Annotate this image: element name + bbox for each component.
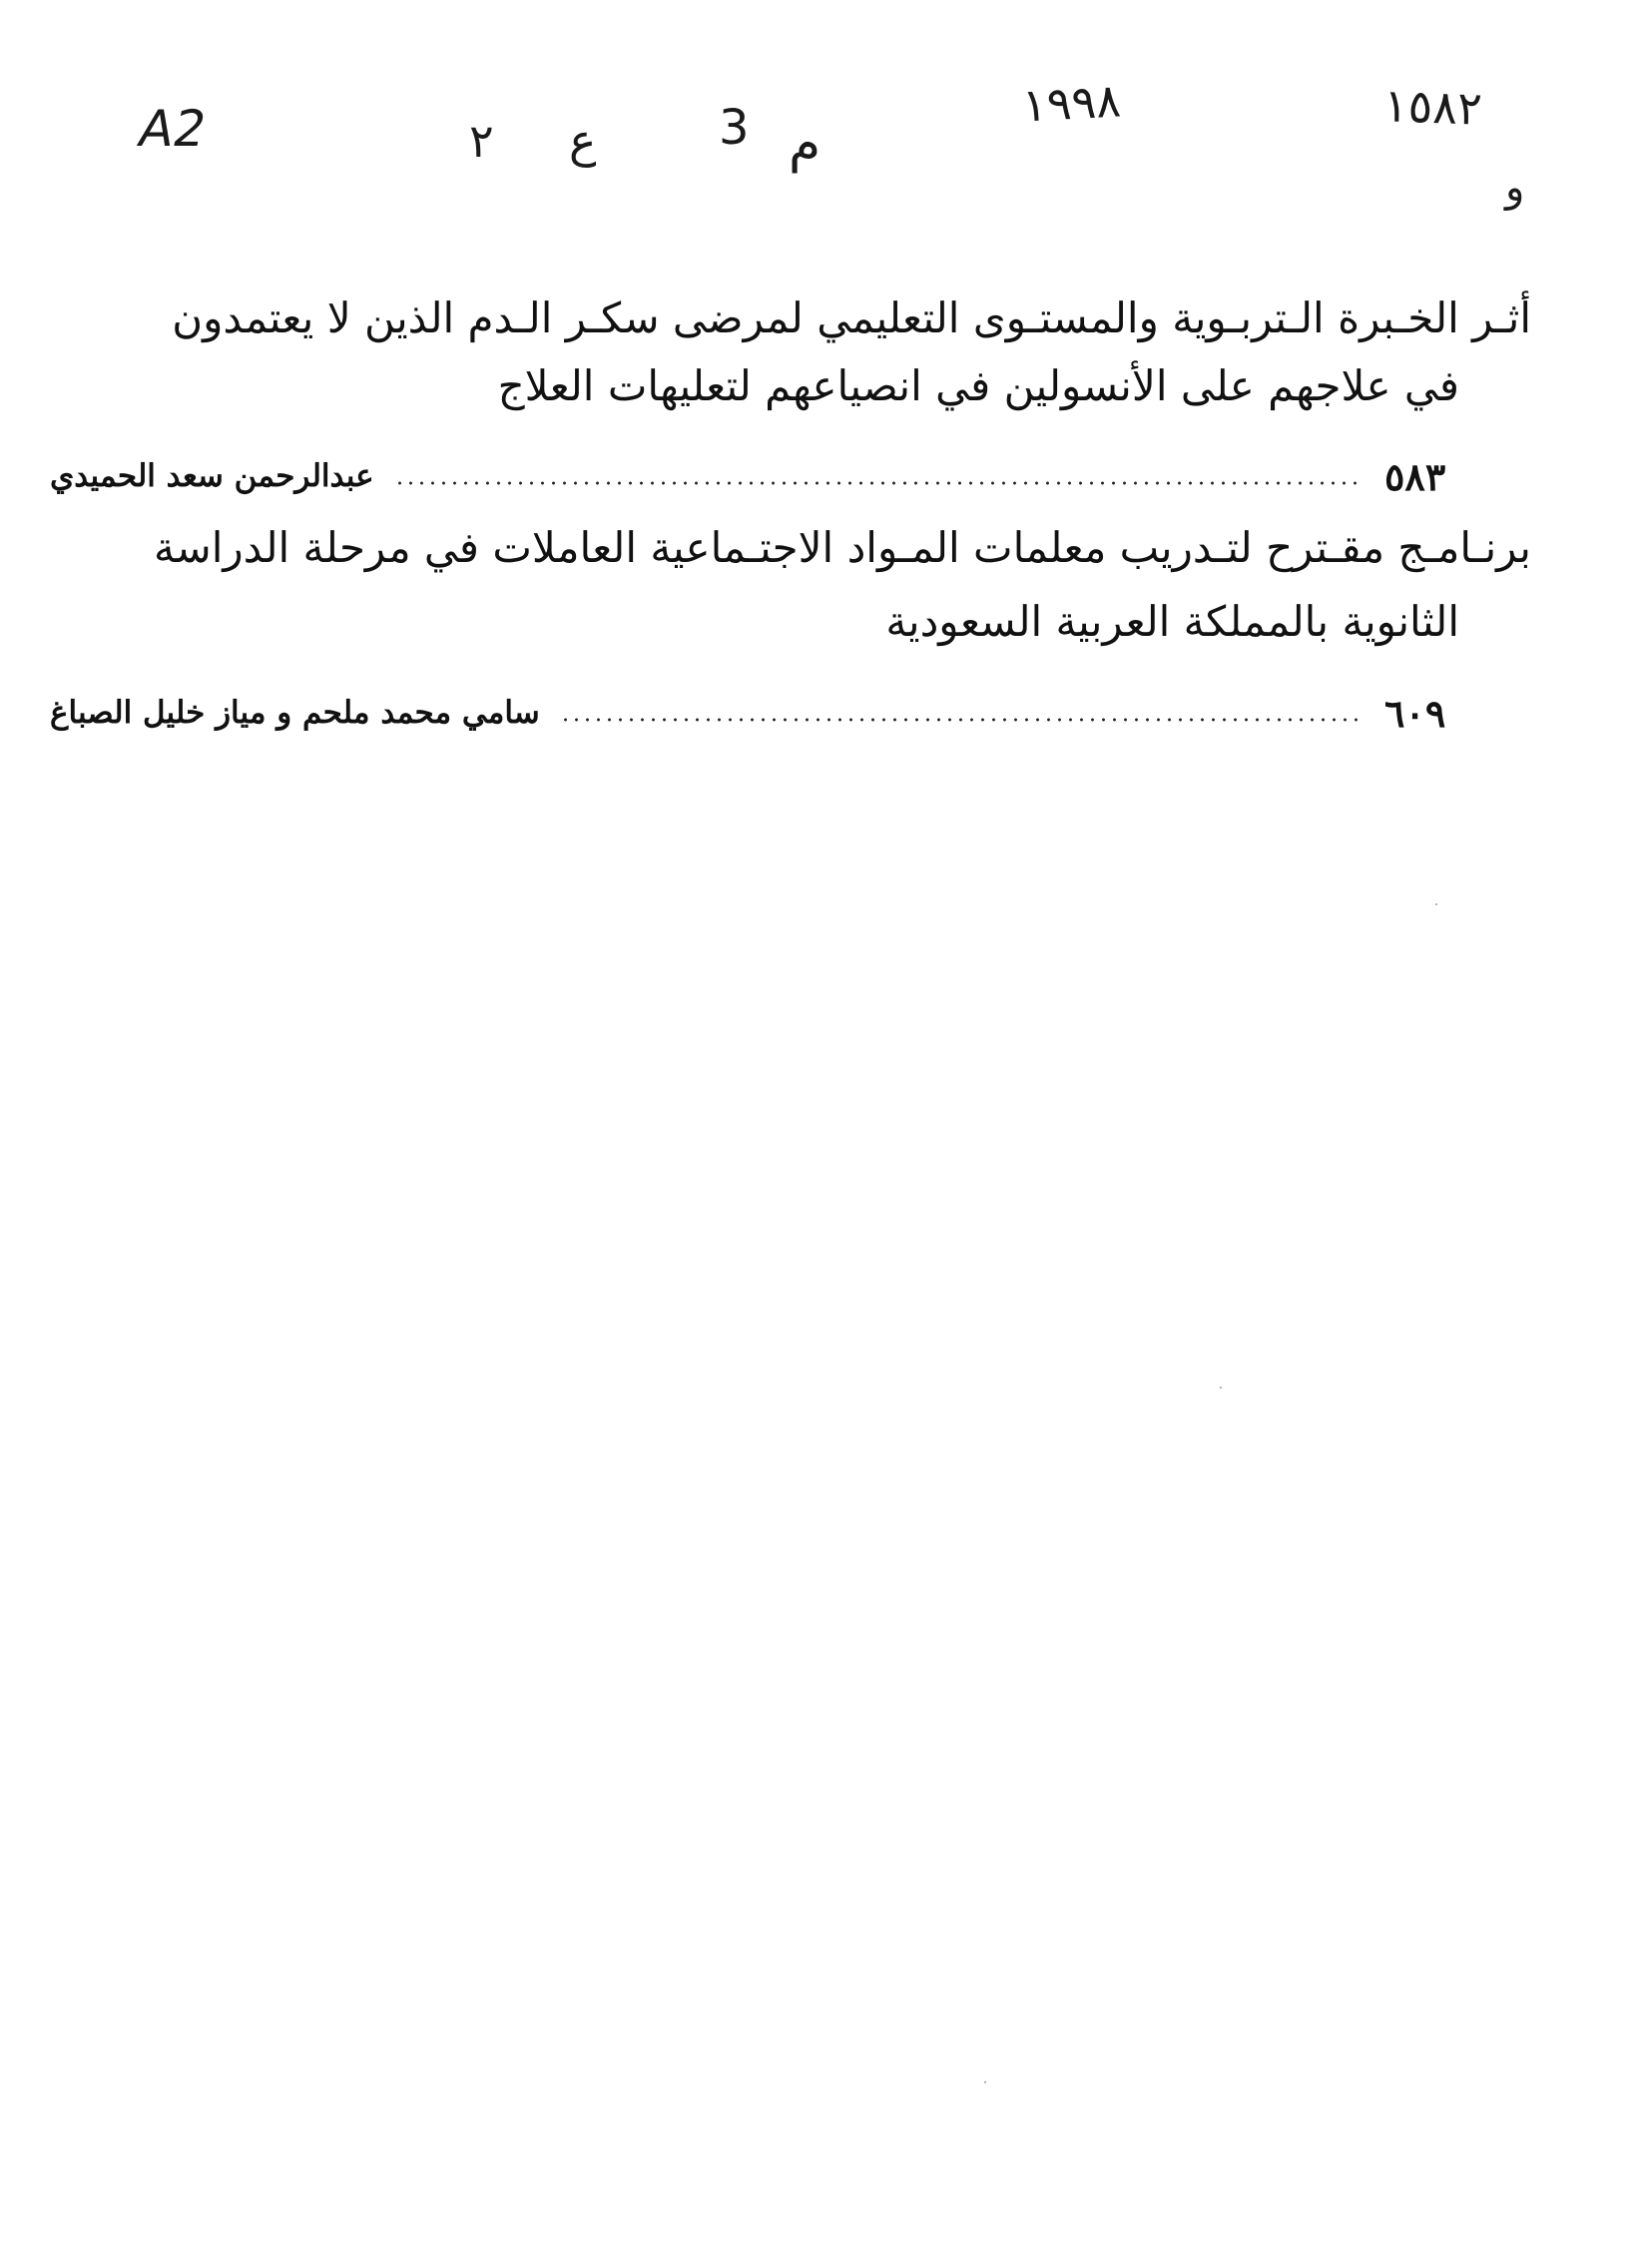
dot-leader bbox=[394, 481, 1365, 485]
scan-speck bbox=[984, 2081, 986, 2083]
entry-1-page-number: ٥٨٣ bbox=[1384, 453, 1446, 499]
entry-1-author: عبدالرحمن سعد الحميدي bbox=[50, 458, 374, 494]
handwritten-glyph-1: ٢ bbox=[469, 114, 494, 168]
entry-2-title-line-2: الثانوية بالمملكة العربية السعودية bbox=[885, 597, 1459, 646]
handwritten-year: ١٩٩٨ bbox=[1020, 73, 1123, 133]
handwritten-glyph-4: م bbox=[789, 114, 821, 174]
handwritten-number: ١٥٨٢ bbox=[1382, 78, 1483, 136]
entry-2-page-number: ٦٠٩ bbox=[1384, 690, 1446, 736]
handwritten-code: A2 bbox=[133, 100, 213, 158]
entry-1-title-line-1: أثـر الخـبرة الـتربـوية والمستـوى التعليمي لمرضى سكـر الـدم الذين لا يعتمدون bbox=[172, 293, 1531, 342]
handwritten-glyph-3: 3 bbox=[719, 100, 750, 156]
scan-speck bbox=[1220, 1387, 1222, 1389]
entry-1-title-line-2: في علاجهم على الأنسولين في انصياعهم لتعليهات العلاج bbox=[497, 361, 1459, 410]
handwritten-glyph-2: ع bbox=[569, 114, 597, 168]
scan-speck bbox=[1435, 903, 1437, 905]
entry-2-author-row bbox=[50, 691, 1464, 735]
entry-1-author-row bbox=[50, 454, 1464, 498]
dot-leader bbox=[560, 718, 1365, 722]
handwritten-waw: و bbox=[1505, 165, 1525, 211]
entry-2-title-line-1: برنـامـج مقـترح لتـدريب معلمات المـواد الاجتـماعية العاملات في مرحلة الدراسة bbox=[154, 523, 1531, 572]
entry-2-author: سامي محمد ملحم و مياز خليل الصباغ bbox=[50, 695, 540, 731]
